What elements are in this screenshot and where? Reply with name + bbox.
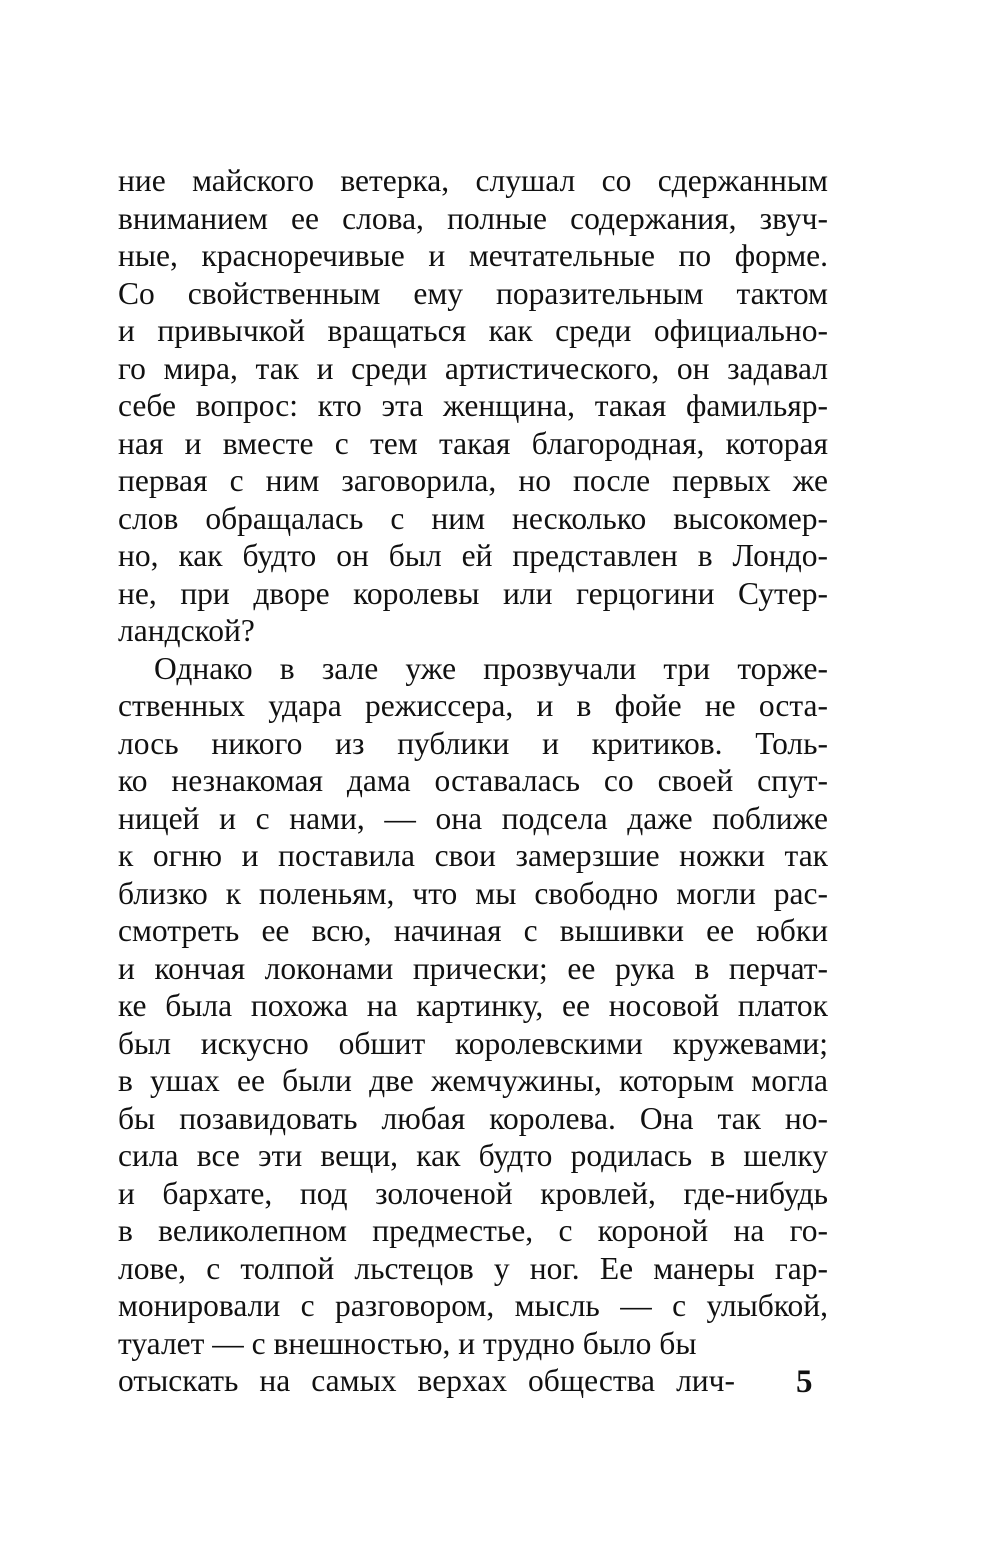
text-line: ко незнакомая дама оставалась со своей спут- [118, 763, 828, 798]
text-line: но, как будто он был ей представлен в Лондо- [118, 538, 828, 573]
text-line: ние майского ветерка, слушал со сдержанным [118, 163, 828, 198]
text-line: ные, красноречивые и мечтательные по форме. [118, 238, 828, 273]
text-line: ландской? [118, 613, 255, 648]
text-line: близко к поленьям, что мы свободно могли рас- [118, 875, 828, 911]
text-line: Однако в зале уже прозвучали три торже- [154, 650, 828, 686]
body-text [118, 162, 828, 1400]
text-line: к огню и поставила свои замерзшие ножки так [118, 838, 828, 873]
text-line: бы позавидовать любая королева. Она так но- [118, 1100, 828, 1136]
text-line: первая с ним заговорила, но после первых же [118, 463, 828, 498]
paragraph [118, 162, 828, 650]
text-line: лось никого из публики и критиков. Толь- [118, 725, 828, 761]
text-line: отыскать на самых верхах общества лич- [118, 1363, 735, 1398]
text-line: ная и вместе с тем такая благородная, которая [118, 425, 828, 461]
text-line: ственных удара режиссера, и в фойе не оста- [118, 688, 828, 723]
text-line: сила все эти вещи, как будто родилась в шелку [118, 1138, 828, 1173]
text-line: го мира, так и среди артистического, он задавал [118, 350, 828, 386]
paragraph [118, 650, 828, 1400]
text-line: и бархате, под золоченой кровлей, где-нибудь [118, 1175, 828, 1211]
text-line: Со свойственным ему поразительным тактом [118, 275, 828, 311]
text-line: ницей и с нами, — она подсела даже поближе [118, 800, 828, 836]
text-line: ке была похожа на картинку, ее носовой платок [118, 988, 828, 1023]
text-line: в великолепном предместье, с короной на го- [118, 1213, 828, 1248]
text-line: и кончая локонами прически; ее рука в перчат- [118, 950, 828, 986]
text-line: вниманием ее слова, полные содержания, звуч- [118, 200, 828, 236]
text-line: не, при дворе королевы или герцогини Сутер- [118, 575, 828, 611]
text-line: и привычкой вращаться как среди официально- [118, 313, 828, 348]
text-line: в ушах ее были две жемчужины, которым могла [118, 1063, 828, 1098]
text-line: слов обращалась с ним несколько высокомер- [118, 500, 828, 536]
text-line: был искусно обшит королевскими кружевами; [118, 1025, 828, 1061]
text-line: себе вопрос: кто эта женщина, такая фамильяр- [118, 388, 828, 423]
text-line: монировали с разговором, мысль — с улыбкой, [118, 1288, 828, 1323]
text-line: туалет — с внешностью, и трудно было бы [118, 1325, 697, 1361]
page-number: 5 [796, 1364, 813, 1400]
text-line: лове, с толпой льстецов у ног. Ее манеры гар- [118, 1250, 828, 1286]
text-line: смотреть ее всю, начиная с вышивки ее юбки [118, 913, 828, 948]
